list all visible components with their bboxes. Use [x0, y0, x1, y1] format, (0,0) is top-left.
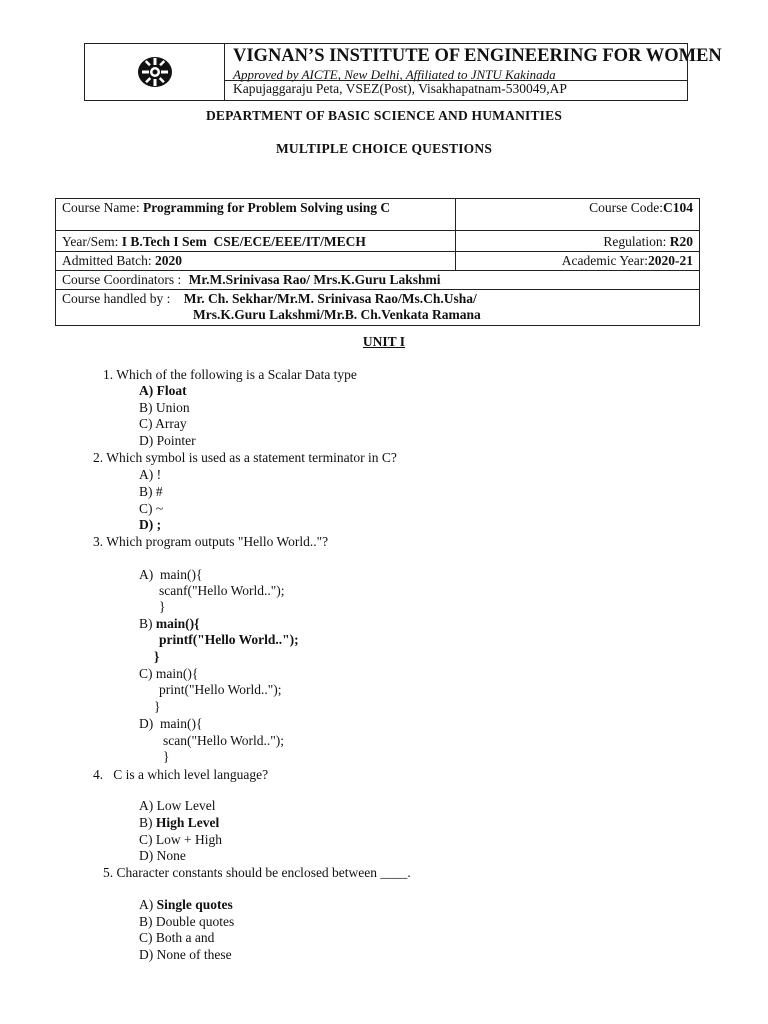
regulation-value: R20 — [669, 234, 693, 249]
q3-option-a-line2: scanf("Hello World.."); — [159, 583, 285, 598]
q3-option-d-line2: scan("Hello World.."); — [163, 733, 285, 748]
q5-option-b: B) Double quotes — [139, 914, 235, 929]
q3-option-b-prefix: B) — [139, 616, 156, 631]
q5-option-a-prefix: A) — [139, 897, 157, 912]
year-sem-label: Year/Sem: — [62, 234, 119, 249]
q3-option-a-line1: A) main(){ — [139, 567, 203, 582]
table-row — [56, 231, 700, 252]
question-4: 4. C is a which level language? — [93, 767, 269, 782]
institute-name: VIGNAN’S INSTITUTE OF ENGINEERING FOR WOMEN — [233, 46, 722, 66]
batch-value: 2020 — [154, 253, 182, 268]
q2-option-b: B) # — [139, 484, 163, 499]
question-2: 2. Which symbol is used as a statement terminator in C? — [93, 450, 397, 465]
q3-option-c-line1: C) main(){ — [139, 666, 199, 681]
regulation-label: Regulation: — [603, 234, 667, 249]
q5-option-a — [139, 897, 233, 913]
academic-year-label: Academic Year: — [561, 253, 648, 268]
q3-option-a-line3: } — [159, 599, 166, 614]
q2-option-d-answer: D) ; — [139, 517, 162, 532]
q3-option-b-line2: printf("Hello World.."); — [159, 632, 299, 647]
q3-option-c-line3: } — [154, 699, 161, 714]
department-heading: DEPARTMENT OF BASIC SCIENCE AND HUMANITIES — [205, 108, 563, 123]
coordinators-cell — [56, 271, 700, 290]
unit-title: UNIT I — [362, 334, 406, 349]
q1-option-d: D) Pointer — [139, 433, 196, 448]
course-name-label: Course Name: — [62, 200, 140, 215]
academic-year-cell — [456, 252, 700, 271]
question-3: 3. Which program outputs "Hello World.."? — [93, 534, 329, 549]
table-row — [56, 271, 700, 290]
q4-option-b — [139, 815, 219, 831]
handled-by-value-2: Mrs.K.Guru Lakshmi/Mr.B. Ch.Venkata Ramana — [193, 307, 481, 322]
q3-option-b-line3: } — [154, 649, 160, 664]
batch-label: Admitted Batch: — [62, 253, 152, 268]
institute-address: Kapujaggaraju Peta, VSEZ(Post), Visakhapatnam-530049,AP — [233, 81, 567, 96]
q3-option-b-answer: main(){ — [155, 616, 200, 631]
course-code-cell — [456, 199, 700, 231]
q3-option-d-line3: } — [163, 749, 170, 764]
coordinators-label: Course Coordinators : — [62, 272, 182, 287]
table-row — [56, 252, 700, 271]
course-code-value: C104 — [663, 200, 693, 215]
year-sem-value: I B.Tech I Sem CSE/ECE/EEE/IT/MECH — [121, 234, 366, 249]
handled-by-label: Course handled by : — [62, 291, 171, 306]
table-row — [56, 199, 700, 231]
course-info-table — [55, 198, 700, 326]
institute-approval: Approved by AICTE, New Delhi, Affiliated to JNTU Kakinada — [233, 67, 556, 82]
institute-emblem-icon — [136, 53, 174, 91]
q4-option-a: A) Low Level — [139, 798, 216, 813]
q5-option-a-answer: Single quotes — [156, 897, 233, 912]
q3-option-d-line1: D) main(){ — [139, 716, 203, 731]
q2-option-a: A) ! — [139, 467, 162, 482]
handled-by-value-1: Mr. Ch. Sekhar/Mr.M. Srinivasa Rao/Ms.Ch.Usha/ — [183, 291, 477, 306]
q3-option-b-line1 — [139, 616, 199, 632]
course-name-cell — [56, 199, 456, 231]
q5-option-d: D) None of these — [139, 947, 232, 962]
logo-cell — [85, 44, 225, 100]
institute-header — [84, 43, 722, 101]
q5-option-c: C) Both a and — [139, 930, 215, 945]
regulation-cell — [456, 231, 700, 252]
year-sem-cell — [56, 231, 456, 252]
q2-option-c: C) ~ — [139, 501, 164, 516]
course-code-label: Course Code: — [589, 200, 663, 215]
institute-info — [225, 44, 722, 100]
q3-option-c-line2: print("Hello World.."); — [159, 682, 282, 697]
course-name-value: Programming for Problem Solving using C — [142, 200, 391, 215]
q1-option-a-answer: A) Float — [139, 383, 187, 398]
academic-year-value: 2020-21 — [648, 253, 693, 268]
q1-option-b: B) Union — [139, 400, 190, 415]
handled-by-cell — [56, 290, 700, 326]
question-5: 5. Character constants should be enclosed between ____. — [103, 865, 411, 880]
table-row — [56, 290, 700, 326]
q1-option-c: C) Array — [139, 416, 187, 431]
q4-option-b-prefix: B) — [139, 815, 156, 830]
q4-option-d: D) None — [139, 848, 186, 863]
q4-option-b-answer: High Level — [155, 815, 220, 830]
document-title: MULTIPLE CHOICE QUESTIONS — [275, 141, 493, 156]
coordinators-value: Mr.M.Srinivasa Rao/ Mrs.K.Guru Lakshmi — [188, 272, 441, 287]
question-1: 1. Which of the following is a Scalar Data type — [103, 367, 357, 382]
q4-option-c: C) Low + High — [139, 832, 222, 847]
batch-cell — [56, 252, 456, 271]
